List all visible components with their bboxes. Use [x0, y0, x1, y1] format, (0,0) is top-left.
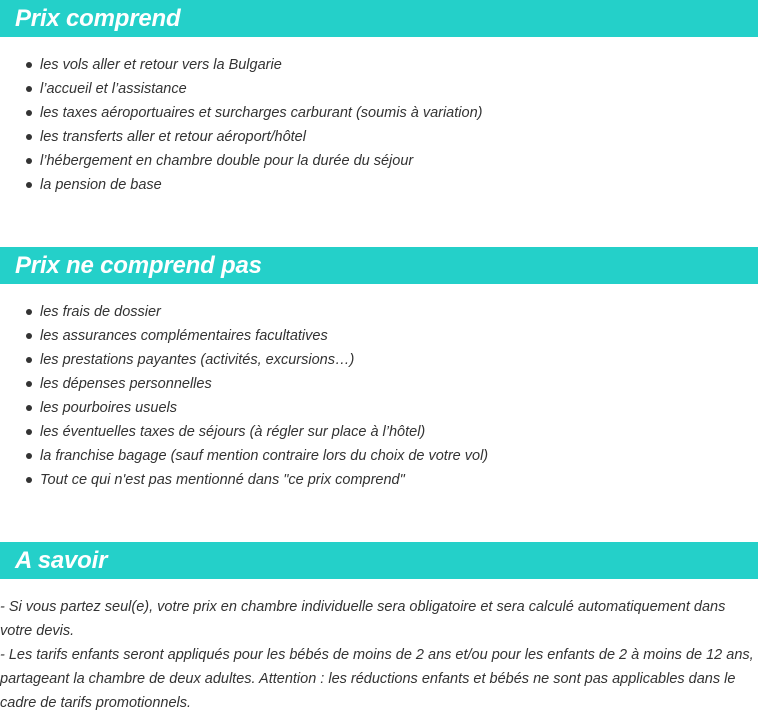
info-paragraph: - Les tarifs enfants seront appliqués pour les bébés de moins de 2 ans et/ou pour les enfants de 2 à moins de 12 ans, partageant la chambre de deux adultes. Attention : les réductions enfants et bébés ne sont pas applicables dans le cadre de tarifs promotionnels. [0, 647, 754, 711]
bullet-icon [26, 110, 32, 116]
list-item: la pension de base [24, 173, 758, 197]
bullet-icon [26, 429, 32, 435]
list-item: la franchise bagage (sauf mention contraire lors du choix de votre vol) [24, 444, 758, 468]
bullet-icon [26, 405, 32, 411]
section-header-prix-ne-comprend-pas [0, 247, 758, 284]
list-item: les assurances complémentaires facultatives [24, 324, 758, 348]
list-item: les frais de dossier [24, 300, 758, 324]
bullet-icon [26, 357, 32, 363]
list-item: les éventuelles taxes de séjours (à régler sur place à l’hôtel) [24, 420, 758, 444]
bullet-icon [26, 477, 32, 483]
section-title: Prix ne comprend pas [15, 251, 262, 279]
section-title: Prix comprend [15, 4, 181, 32]
list-item: les transferts aller et retour aéroport/hôtel [24, 125, 758, 149]
section-a-savoir [0, 542, 758, 715]
list-item: les taxes aéroportuaires et surcharges carburant (soumis à variation) [24, 101, 758, 125]
info-paragraph: - Si vous partez seul(e), votre prix en chambre individuelle sera obligatoire et sera calculé automatiquement dans votre devis. [0, 599, 726, 639]
section-prix-ne-comprend-pas [0, 247, 758, 492]
info-text [0, 579, 758, 715]
list-item: les pourboires usuels [24, 396, 758, 420]
excluded-list [0, 284, 758, 492]
section-prix-comprend [0, 0, 758, 197]
bullet-icon [26, 134, 32, 140]
section-title: A savoir [15, 546, 108, 574]
bullet-icon [26, 86, 32, 92]
list-item: les vols aller et retour vers la Bulgarie [24, 53, 758, 77]
bullet-icon [26, 62, 32, 68]
bullet-icon [26, 333, 32, 339]
included-list [0, 37, 758, 197]
bullet-icon [26, 453, 32, 459]
section-header-prix-comprend [0, 0, 758, 37]
list-item: les prestations payantes (activités, excursions…) [24, 348, 758, 372]
section-header-a-savoir [0, 542, 758, 579]
bullet-icon [26, 309, 32, 315]
list-item: l’accueil et l’assistance [24, 77, 758, 101]
list-item: les dépenses personnelles [24, 372, 758, 396]
list-item: Tout ce qui n'est pas mentionné dans "ce prix comprend" [24, 468, 758, 492]
list-item: l’hébergement en chambre double pour la durée du séjour [24, 149, 758, 173]
bullet-icon [26, 158, 32, 164]
bullet-icon [26, 381, 32, 387]
bullet-icon [26, 182, 32, 188]
